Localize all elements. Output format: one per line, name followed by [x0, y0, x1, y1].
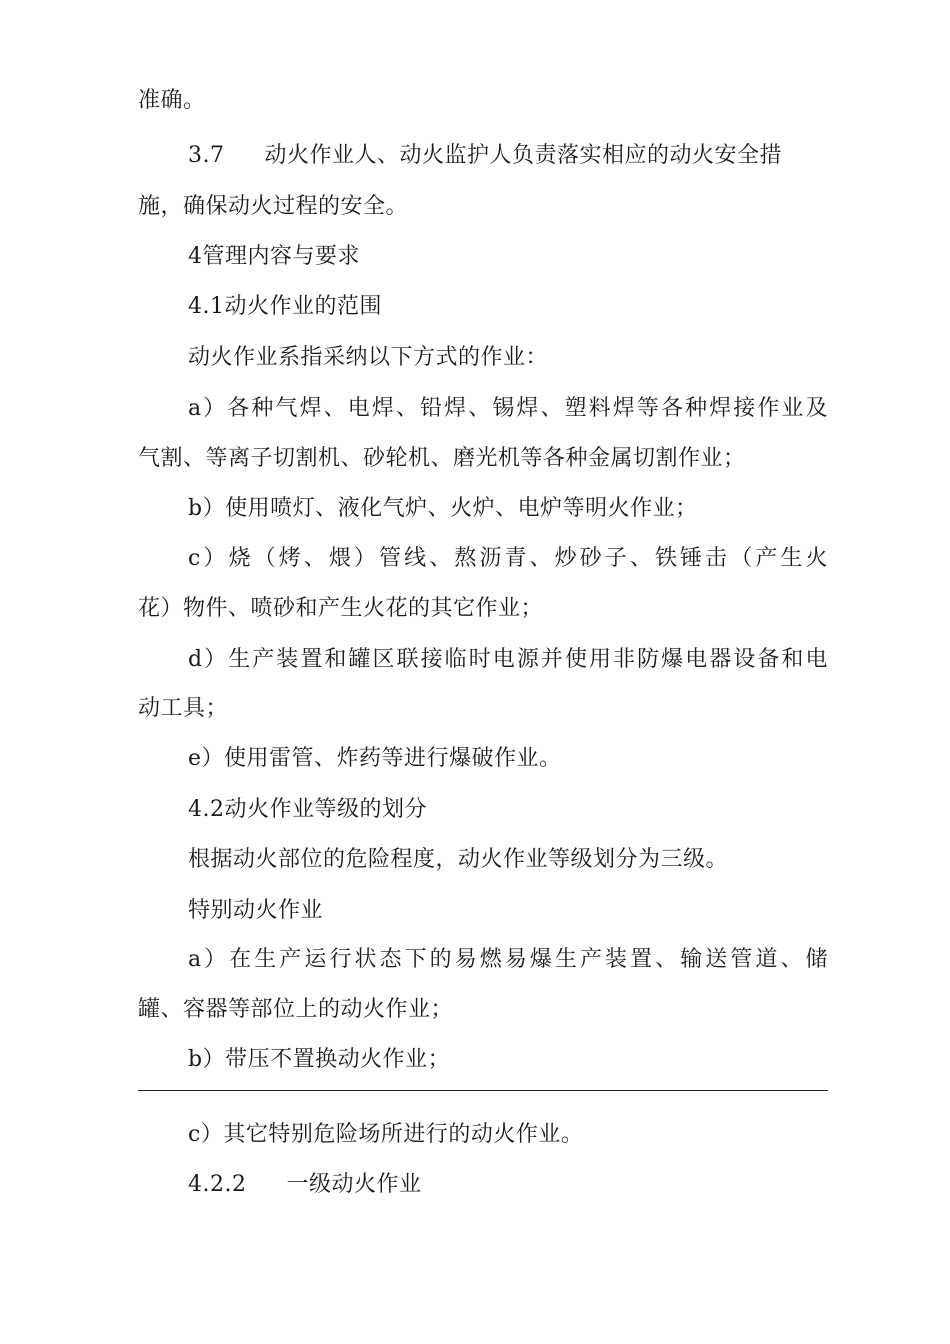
- section-text: 一级动火作业: [286, 1172, 422, 1197]
- section-number: 4.2.2: [188, 1172, 247, 1197]
- text-line: 动火作业系指采纳以下方式的作业：: [188, 345, 549, 370]
- text-line: 准确。: [138, 88, 206, 113]
- text-line: 施，确保动火过程的安全。: [138, 194, 409, 219]
- text-line: 根据动火部位的危险程度，动火作业等级划分为三级。: [188, 847, 729, 872]
- list-item-d: d）生产装置和罐区联接临时电源并使用非防爆电器设备和电: [188, 647, 828, 672]
- list-item-c: c）其它特别危险场所进行的动火作业。: [188, 1122, 584, 1147]
- text-line: 罐、容器等部位上的动火作业；: [138, 997, 454, 1022]
- text-line: 气割、等离子切割机、砂轮机、磨光机等各种金属切割作业；: [138, 446, 746, 471]
- list-item-e: e）使用雷管、炸药等进行爆破作业。: [188, 746, 562, 771]
- list-item-b: b）带压不置换动火作业；: [188, 1047, 451, 1072]
- list-item-b: b）使用喷灯、液化气炉、火炉、电炉等明火作业；: [188, 496, 698, 521]
- section-heading: 4.2动火作业等级的划分: [188, 797, 427, 822]
- section-heading: 4管理内容与要求: [188, 244, 360, 269]
- section-text: 动火作业人、动火监护人负责落实相应的动火安全措: [264, 143, 783, 168]
- list-item-a: a）各种气焊、电焊、铅焊、锡焊、塑料焊等各种焊接作业及: [188, 396, 828, 421]
- page-divider: [138, 1090, 828, 1091]
- section-number: 3.7: [188, 143, 225, 168]
- section-3-7: [188, 141, 782, 171]
- section-4-2-2: [188, 1170, 422, 1200]
- text-line: 动工具；: [138, 696, 229, 721]
- text-line: 花）物件、喷砂和产生火花的其它作业；: [138, 596, 544, 621]
- list-item-c: c）烧（烤、煨）管线、熬沥青、炒砂子、铁锤击（产生火: [188, 546, 828, 571]
- subsection-heading: 特别动火作业: [188, 898, 324, 923]
- list-item-a: a）在生产运行状态下的易燃易爆生产装置、输送管道、储: [188, 947, 828, 972]
- section-heading: 4.1动火作业的范围: [188, 294, 382, 319]
